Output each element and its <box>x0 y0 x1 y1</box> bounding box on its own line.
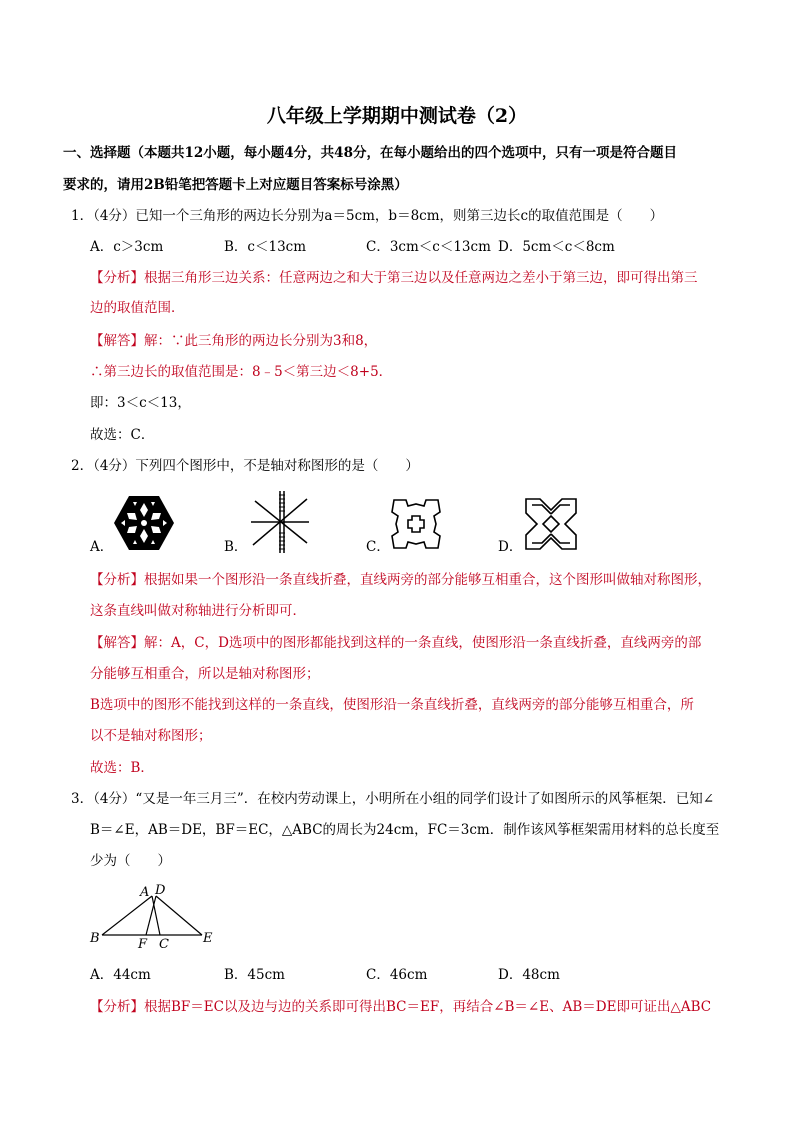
q1-solution: 【解答】解：∵此三角形的两边长分别为3和8， <box>90 333 378 349</box>
section-heading-line1: 一、选择题（本题共12小题，每小题4分，共48分，在每小题给出的四个选项中，只有一项是符合题目 <box>63 145 677 161</box>
q1-step2: ∴第三边长的取值范围是：8﹣5＜第三边＜8+5． <box>90 364 393 380</box>
label-a: A <box>140 885 150 900</box>
q2-analysis-line1: 【分析】根据如果一个图形沿一条直线折叠，直线两旁的部分能够互相重合，这个图形叫做轴对称图形， <box>90 572 711 588</box>
q1-option-a: A．c＞3cm <box>90 239 164 255</box>
q1-analysis-line2: 边的取值范围． <box>90 300 185 316</box>
label-d: D <box>155 883 166 898</box>
label-b: B <box>90 931 100 946</box>
q2-solution-line4: 以不是轴对称图形； <box>90 728 212 744</box>
q2-option-b: B． <box>224 539 248 555</box>
q2-answer: 故选：B． <box>90 760 154 776</box>
ladder-asterisk-figure <box>249 489 311 555</box>
q2-solution-line3: B选项中的图形不能找到这样的一条直线，使图形沿一条直线折叠，直线两旁的部分能够互相重合，所 <box>90 697 694 713</box>
section-heading-line2: 要求的，请用2B铅笔把答题卡上对应题目答案标号涂黑） <box>63 177 408 193</box>
q3-analysis: 【分析】根据BF＝EC以及边与边的关系即可得出BC＝EF，再结合∠B＝∠E、AB＝DE即可证出△ABC <box>90 999 712 1015</box>
q1-step3: 即：3＜c＜13， <box>90 395 191 411</box>
kite-frame-figure <box>88 880 220 952</box>
jigsaw-cross-figure <box>388 496 444 552</box>
q2-solution-line1: 【解答】解：A，C，D选项中的图形都能找到这样的一条直线，使图形沿一条直线折叠，直线两旁的部 <box>90 635 702 651</box>
q2-option-a: A． <box>90 539 114 555</box>
q3-option-d: D．48cm <box>498 967 560 983</box>
q3-option-c: C．46cm <box>366 967 428 983</box>
snowflake-hexagon-figure <box>113 494 175 552</box>
q3-stem-line2: B＝∠E，AB＝DE，BF＝EC，△ABC的周长为24cm，FC＝3cm．制作该风筝框架需用材料的总长度至 <box>90 822 720 838</box>
q1-option-d: D．5cm＜c＜8cm <box>498 239 615 255</box>
q3-option-b: B．45cm <box>224 967 285 983</box>
q3-option-a: A．44cm <box>90 967 151 983</box>
page-title: 八年级上学期期中测试卷（2） <box>266 105 528 127</box>
q1-option-c: C．3cm＜c＜13cm <box>366 239 491 255</box>
q1-stem: 1．（4分）已知一个三角形的两边长分别为a＝5cm，b＝8cm，则第三边长c的取值范围是（ ） <box>71 208 664 224</box>
label-c: C <box>159 937 169 952</box>
q2-solution-line2: 分能够互相重合，所以是轴对称图形； <box>90 666 320 682</box>
label-f: F <box>138 937 148 952</box>
x-lattice-figure <box>522 495 580 553</box>
label-e: E <box>203 931 213 946</box>
q1-answer: 故选：C． <box>90 427 155 443</box>
q3-stem-line1: 3．（4分）“又是一年三月三”．在校内劳动课上，小明所在小组的同学们设计了如图所示的风筝框架．已知∠ <box>71 791 715 807</box>
q2-stem: 2．（4分）下列四个图形中，不是轴对称图形的是（ ） <box>71 458 419 474</box>
q2-option-c: C． <box>366 539 390 555</box>
q2-analysis-line2: 这条直线叫做对称轴进行分析即可． <box>90 603 306 619</box>
q1-analysis-line1: 【分析】根据三角形三边关系：任意两边之和大于第三边以及任意两边之差小于第三边，即可得出第三 <box>90 270 698 286</box>
q1-option-b: B．c＜13cm <box>224 239 307 255</box>
q3-stem-line3: 少为（ ） <box>90 853 171 869</box>
q2-option-d: D． <box>498 539 523 555</box>
